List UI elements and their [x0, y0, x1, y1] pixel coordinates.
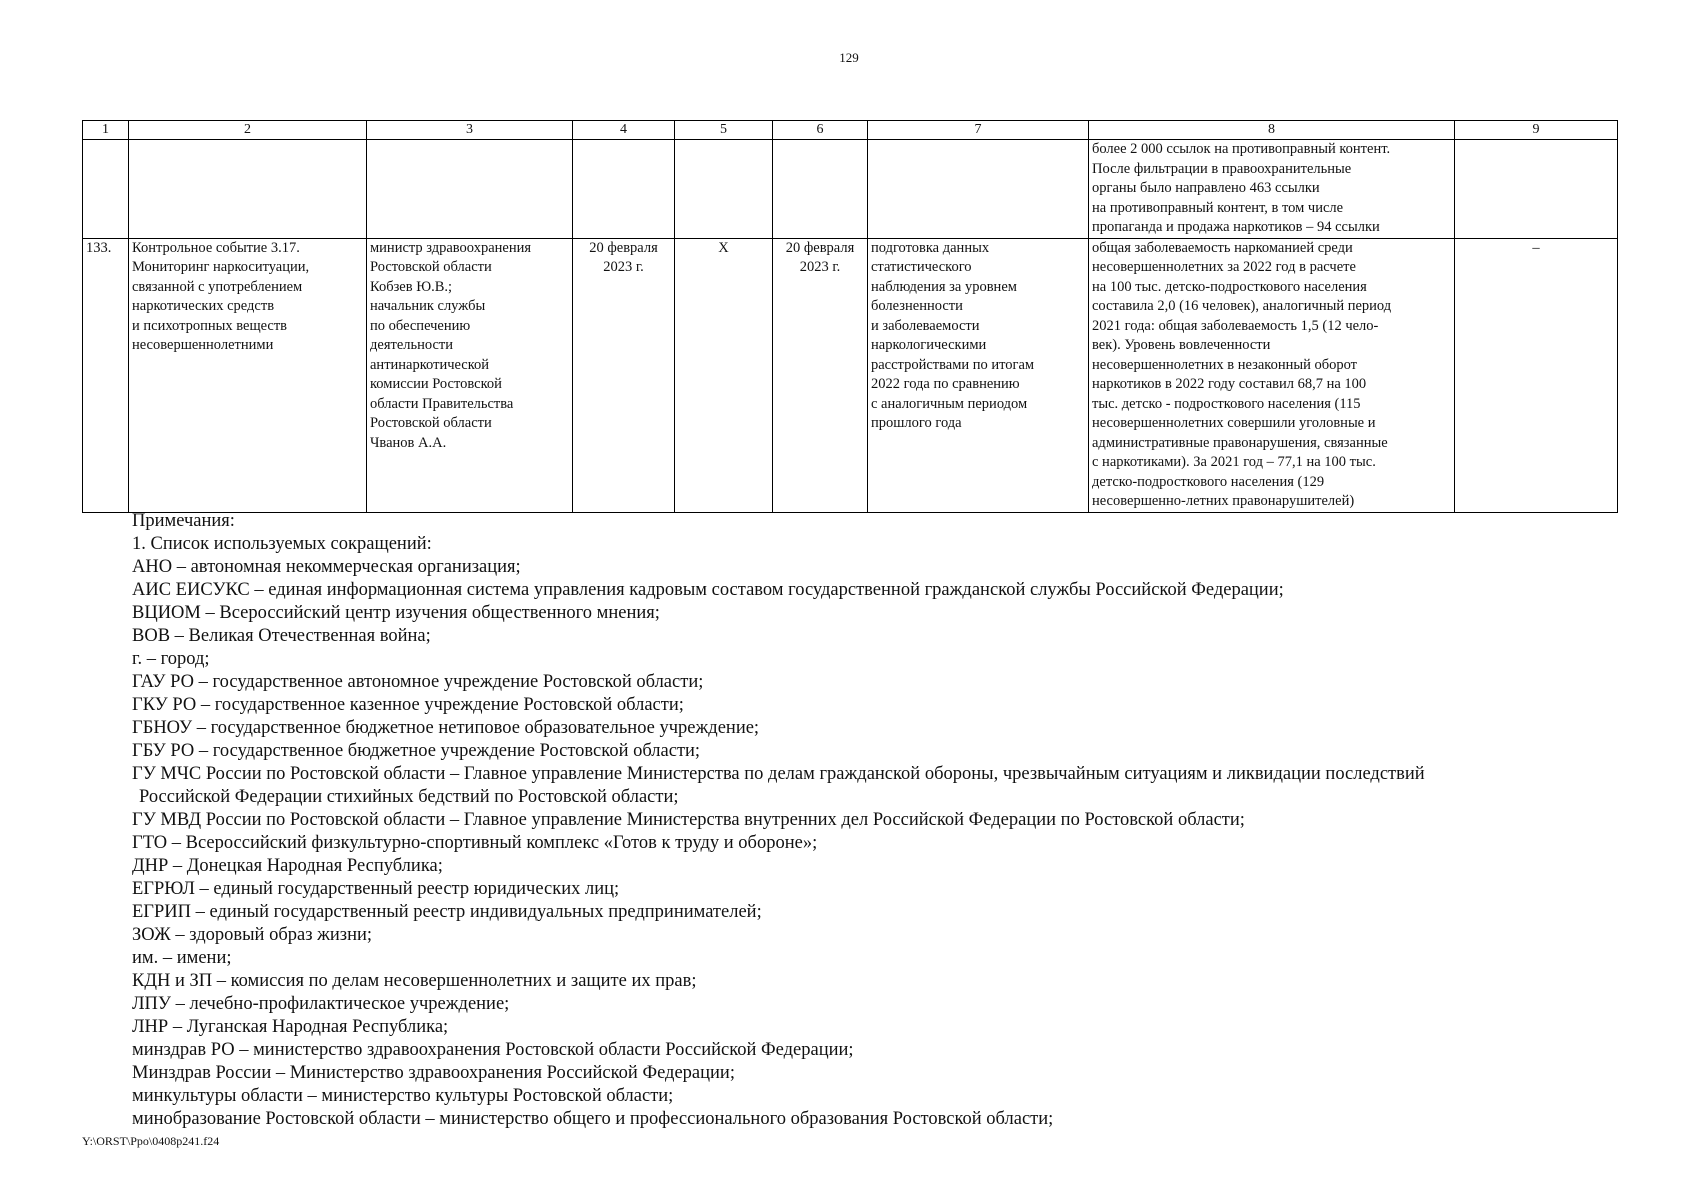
table-row-133 [83, 238, 1618, 512]
column-number: 6 [773, 121, 868, 140]
page-number: 129 [839, 50, 859, 65]
abbreviation-item: Минздрав России – Министерство здравоохранения Российской Федерации; [132, 1063, 735, 1083]
row-number: 133. [83, 238, 129, 512]
footer-file-path: Y:\ORST\Ppo\0408p241.f24 [82, 1134, 220, 1148]
column-number: 8 [1089, 121, 1455, 140]
abbreviation-item: ЛНР – Луганская Народная Республика; [132, 1017, 449, 1037]
abbreviation-item: КДН и ЗП – комиссия по делам несовершеннолетних и защите их прав; [132, 971, 697, 991]
empty-cell [868, 140, 1089, 239]
abbreviation-item: ГУ МЧС России по Ростовской области – Главное управление Министерства по делам гражданской обороны, чрезвычайным ситуациям и ликвидации последствий [132, 764, 1425, 784]
empty-cell [83, 140, 129, 239]
info-cell-continued: более 2 000 ссылок на противоправный контент. После фильтрации в правоохранительные органы было направлено 463 ссылки на противоправный контент, в том числе пропаганда и продажа наркотиков – 94 ссылки [1089, 140, 1455, 239]
abbreviation-item: ГКУ РО – государственное казенное учреждение Ростовской области; [132, 695, 684, 715]
empty-cell [675, 140, 773, 239]
column-number-row [83, 121, 1618, 140]
empty-cell [367, 140, 573, 239]
column-number: 2 [129, 121, 367, 140]
empty-cell [1455, 140, 1618, 239]
abbreviation-item: ГБУ РО – государственное бюджетное учреждение Ростовской области; [132, 741, 701, 761]
column-number: 7 [868, 121, 1089, 140]
result-cell: подготовка данных статистического наблюдения за уровнем болезненности и заболеваемости наркологическими расстройствами по итогам 2022 года по сравнению с аналогичным периодом прошлого года [868, 238, 1089, 512]
column-number: 4 [573, 121, 675, 140]
planned-date-cell: 20 февраля 2023 г. [573, 238, 675, 512]
continuation-row [83, 140, 1618, 239]
column-9-cell: – [1455, 238, 1618, 512]
abbreviation-item: ГАУ РО – государственное автономное учреждение Ростовской области; [132, 672, 704, 692]
abbreviation-item: АИС ЕИСУКС – единая информационная система управления кадровым составом государственной гражданской службы Российской Федерации; [132, 580, 1284, 600]
note-line: 1. Список используемых сокращений: [132, 534, 432, 554]
abbreviation-item-continued: Российской Федерации стихийных бедствий по Ростовской области; [139, 787, 679, 807]
empty-cell [573, 140, 675, 239]
responsible-cell: министр здравоохранения Ростовской области Кобзев Ю.В.; начальник службы по обеспечению деятельности антинаркотической комиссии Ростовской области Правительства Ростовской области Чванов А.А. [367, 238, 573, 512]
column-number: 1 [83, 121, 129, 140]
control-event-cell: Контрольное событие 3.17. Мониторинг наркоситуации, связанной с употреблением наркотических средств и психотропных веществ несовершеннолетними [129, 238, 367, 512]
abbreviation-item: АНО – автономная некоммерческая организация; [132, 557, 521, 577]
abbreviation-item: ГУ МВД России по Ростовской области – Главное управление Министерства внутренних дел Российской Федерации по Ростовской области; [132, 810, 1245, 830]
abbreviation-item: ВЦИОМ – Всероссийский центр изучения общественного мнения; [132, 603, 660, 623]
abbreviation-item: ГБНОУ – государственное бюджетное нетиповое образовательное учреждение; [132, 718, 760, 738]
abbreviation-item: ЕГРИП – единый государственный реестр индивидуальных предпринимателей; [132, 902, 762, 922]
empty-cell [773, 140, 868, 239]
abbreviation-item: ДНР – Донецкая Народная Республика; [132, 856, 443, 876]
abbreviation-item: минобразование Ростовской области – министерство общего и профессионального образования Ростовской области; [132, 1109, 1054, 1129]
abbreviation-item: ЛПУ – лечебно-профилактическое учреждение; [132, 994, 510, 1014]
plan-table [82, 120, 1618, 513]
column-5-cell: Х [675, 238, 773, 512]
column-number: 5 [675, 121, 773, 140]
notes-heading: Примечания: [132, 511, 235, 531]
abbreviation-item: минздрав РО – министерство здравоохранения Ростовской области Российской Федерации; [132, 1040, 854, 1060]
abbreviation-item: ЕГРЮЛ – единый государственный реестр юридических лиц; [132, 879, 620, 899]
abbreviation-item: ВОВ – Великая Отечественная война; [132, 626, 431, 646]
abbreviation-item: ГТО – Всероссийский физкультурно-спортивный комплекс «Готов к труду и обороне»; [132, 833, 818, 853]
column-number: 3 [367, 121, 573, 140]
abbreviation-item: им. – имени; [132, 948, 232, 968]
info-cell: общая заболеваемость наркоманией среди несовершеннолетних за 2022 год в расчете на 100 тыс. детско-подросткового населения составила 2,0 (16 человек), аналогичный период 2021 года: общая заболеваемость 1,5 (12 чело- век). Уровень вовлеченности несовершеннолетних в незаконный оборот наркотиков в 2022 году составил 68,7 на 100 тыс. детско - подросткового населения (115 несовершеннолетних совершили уголовные и административные правонарушения, связанные с наркотиками). За 2021 год – 77,1 на 100 тыс. детско-подросткового населения (129 несовершенно-летних правонарушителей) [1089, 238, 1455, 512]
empty-cell [129, 140, 367, 239]
abbreviation-item: г. – город; [132, 649, 210, 669]
column-number: 9 [1455, 121, 1618, 140]
actual-date-cell: 20 февраля 2023 г. [773, 238, 868, 512]
abbreviation-item: ЗОЖ – здоровый образ жизни; [132, 925, 373, 945]
notes-section [132, 510, 1612, 1131]
abbreviation-item: минкультуры области – министерство культуры Ростовской области; [132, 1086, 674, 1106]
